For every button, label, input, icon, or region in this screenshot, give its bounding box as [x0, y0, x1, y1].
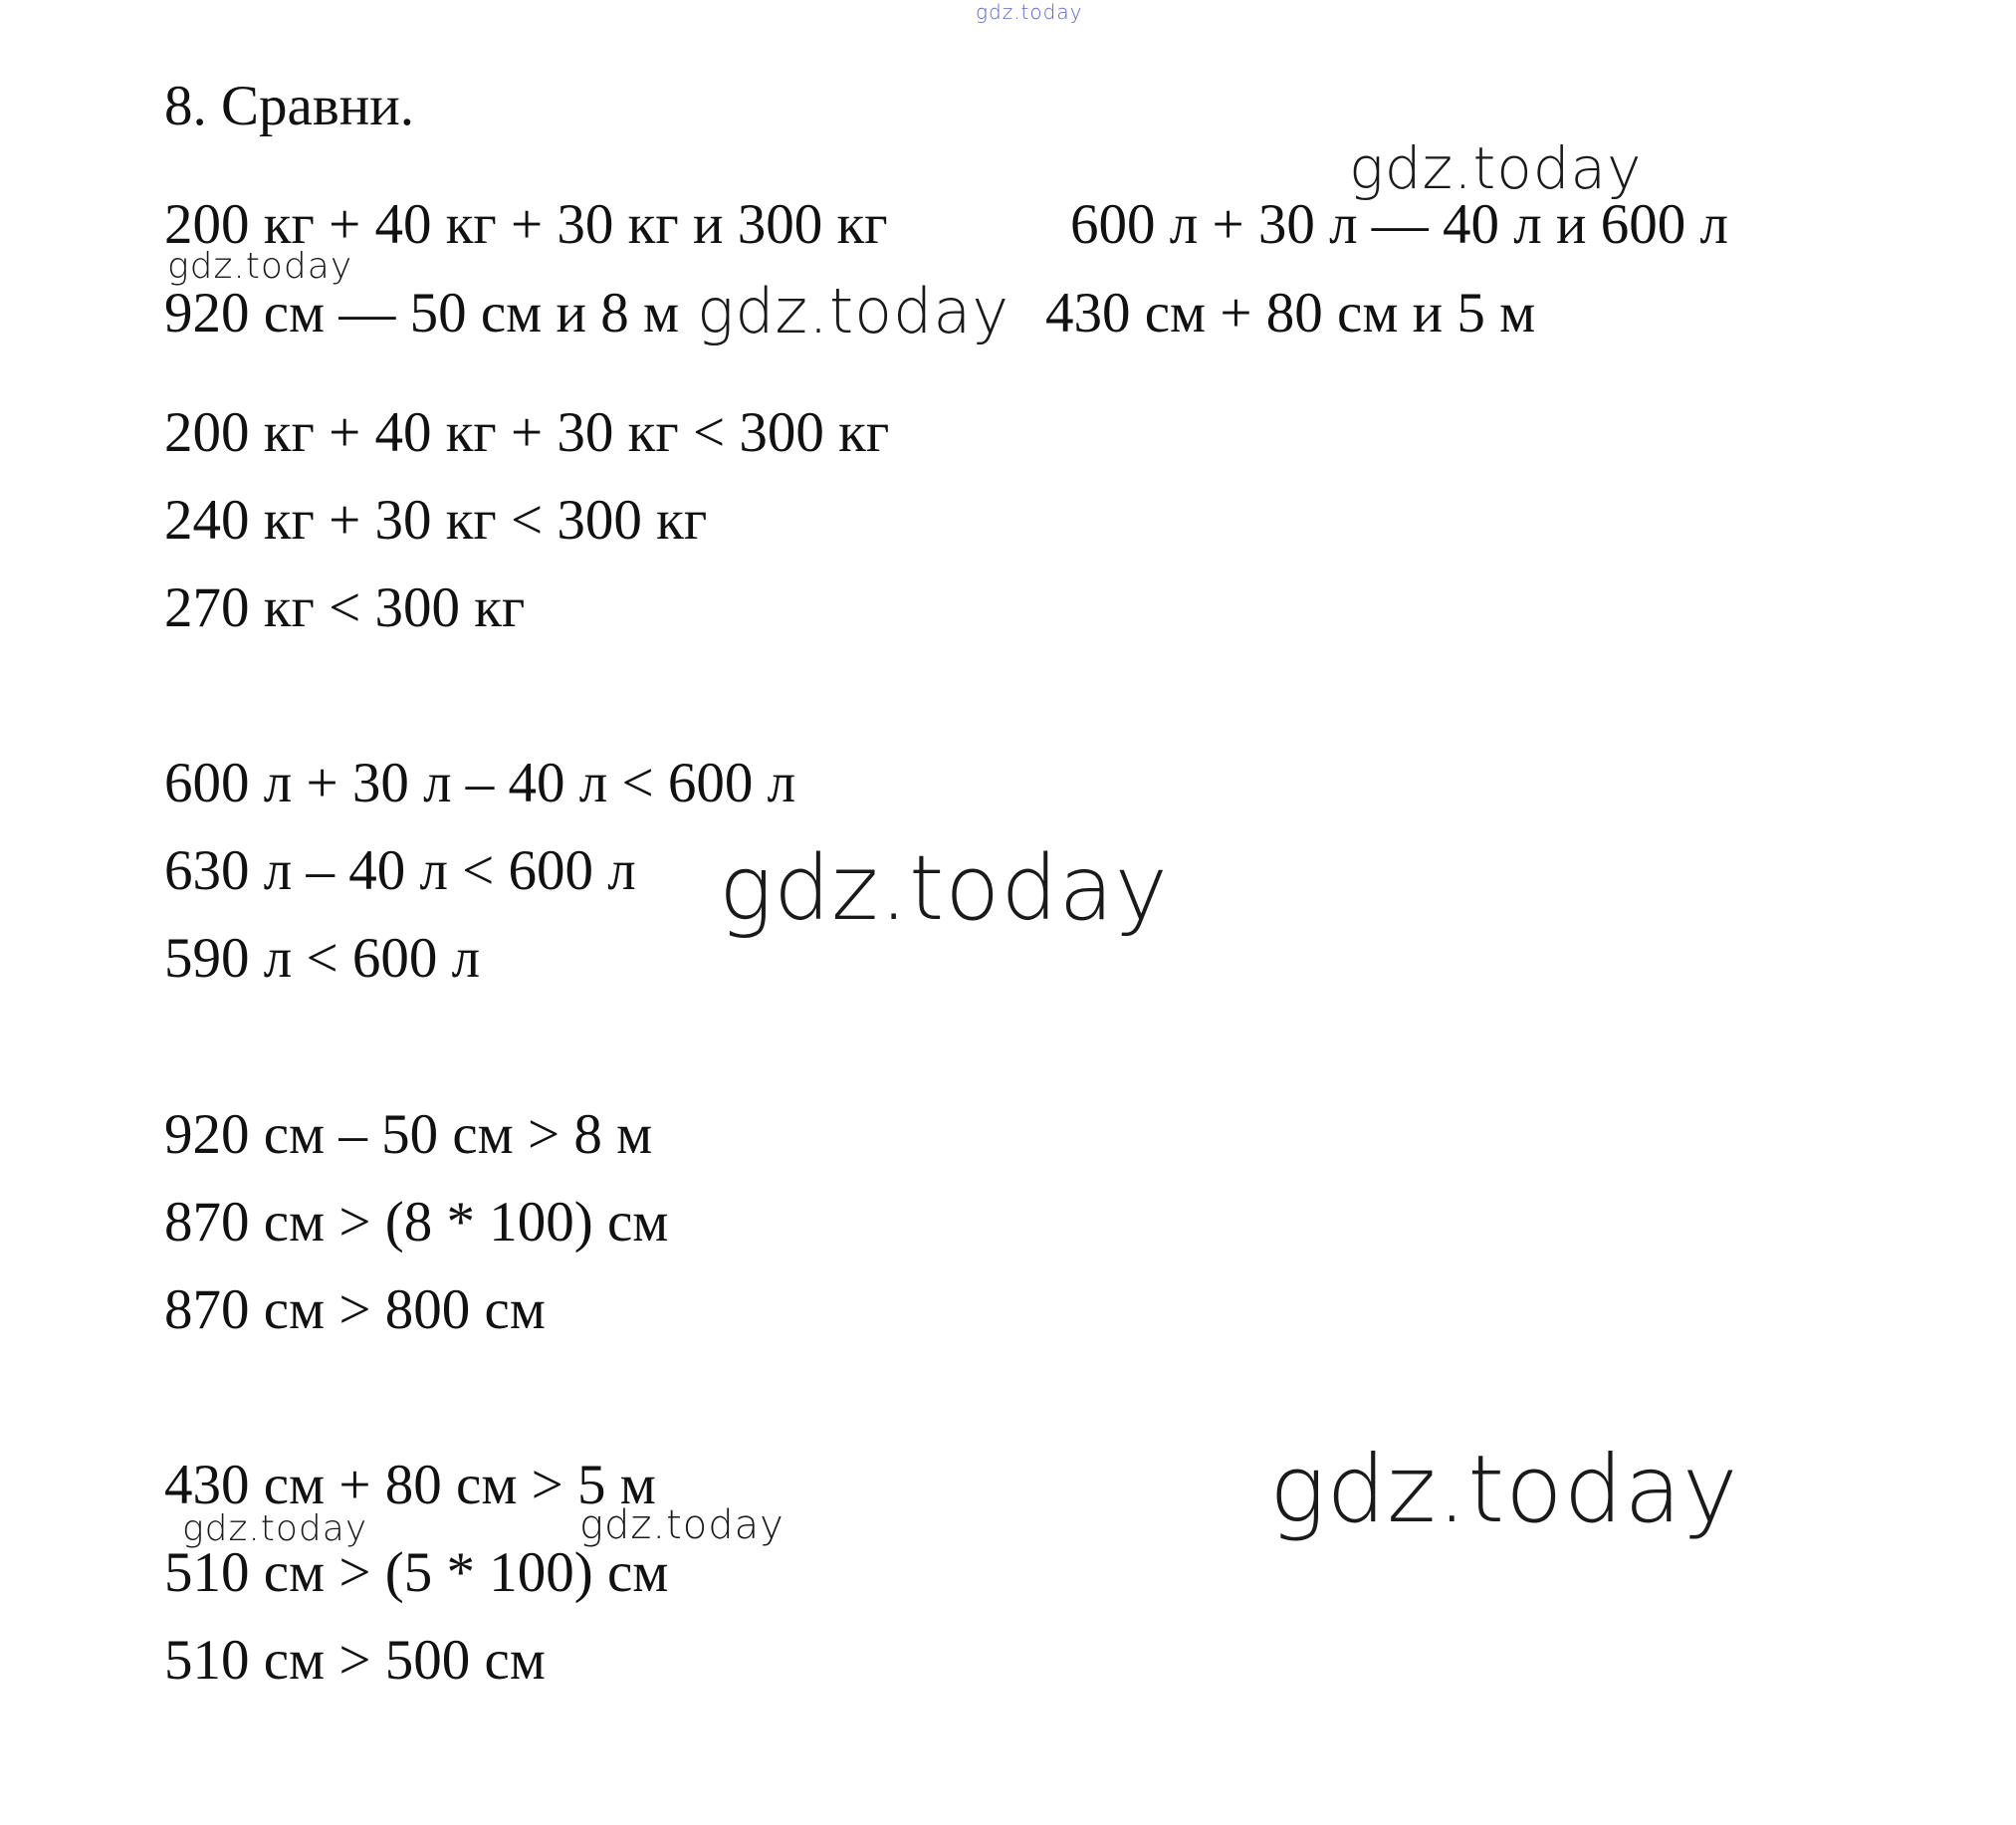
watermark-7: gdz.today: [579, 1502, 784, 1548]
solution-block1-line2: 240 кг + 30 кг < 300 кг: [164, 489, 708, 552]
watermark-5: gdz.today: [1269, 1436, 1739, 1544]
watermark-6: gdz.today: [182, 1508, 368, 1549]
solution-block4-line3: 510 см > 500 см: [164, 1629, 546, 1692]
condition-4: 430 см + 80 см и 5 м: [1045, 282, 1536, 344]
solution-block4-line1: 430 см + 80 см > 5 м: [164, 1454, 656, 1516]
solution-block4-line2: 510 см > (5 * 100) см: [164, 1541, 669, 1604]
condition-1: 200 кг + 40 кг + 30 кг и 300 кг: [164, 193, 888, 256]
solution-block2-line3: 590 л < 600 л: [164, 927, 481, 990]
watermark-top: gdz.today: [976, 0, 1083, 24]
watermark-1: gdz.today: [1349, 134, 1643, 202]
solution-block2-line2: 630 л – 40 л < 600 л: [164, 839, 636, 902]
solution-block2-line1: 600 л + 30 л – 40 л < 600 л: [164, 752, 796, 814]
solution-block1-line3: 270 кг < 300 кг: [164, 576, 526, 639]
task-title: 8. Сравни.: [164, 75, 414, 137]
condition-2: 600 л + 30 л — 40 л и 600 л: [1070, 193, 1728, 256]
solution-block3-line1: 920 см – 50 см > 8 м: [164, 1103, 653, 1166]
solution-block3-line2: 870 см > (8 * 100) см: [164, 1191, 669, 1254]
solution-block1-line1: 200 кг + 40 кг + 30 кг < 300 кг: [164, 401, 890, 464]
watermark-3: gdz.today: [697, 275, 1010, 347]
solution-block3-line3: 870 см > 800 см: [164, 1278, 546, 1341]
watermark-4: gdz.today: [719, 836, 1169, 941]
watermark-2: gdz.today: [167, 246, 353, 287]
condition-3: 920 см — 50 см и 8 м: [164, 282, 680, 344]
